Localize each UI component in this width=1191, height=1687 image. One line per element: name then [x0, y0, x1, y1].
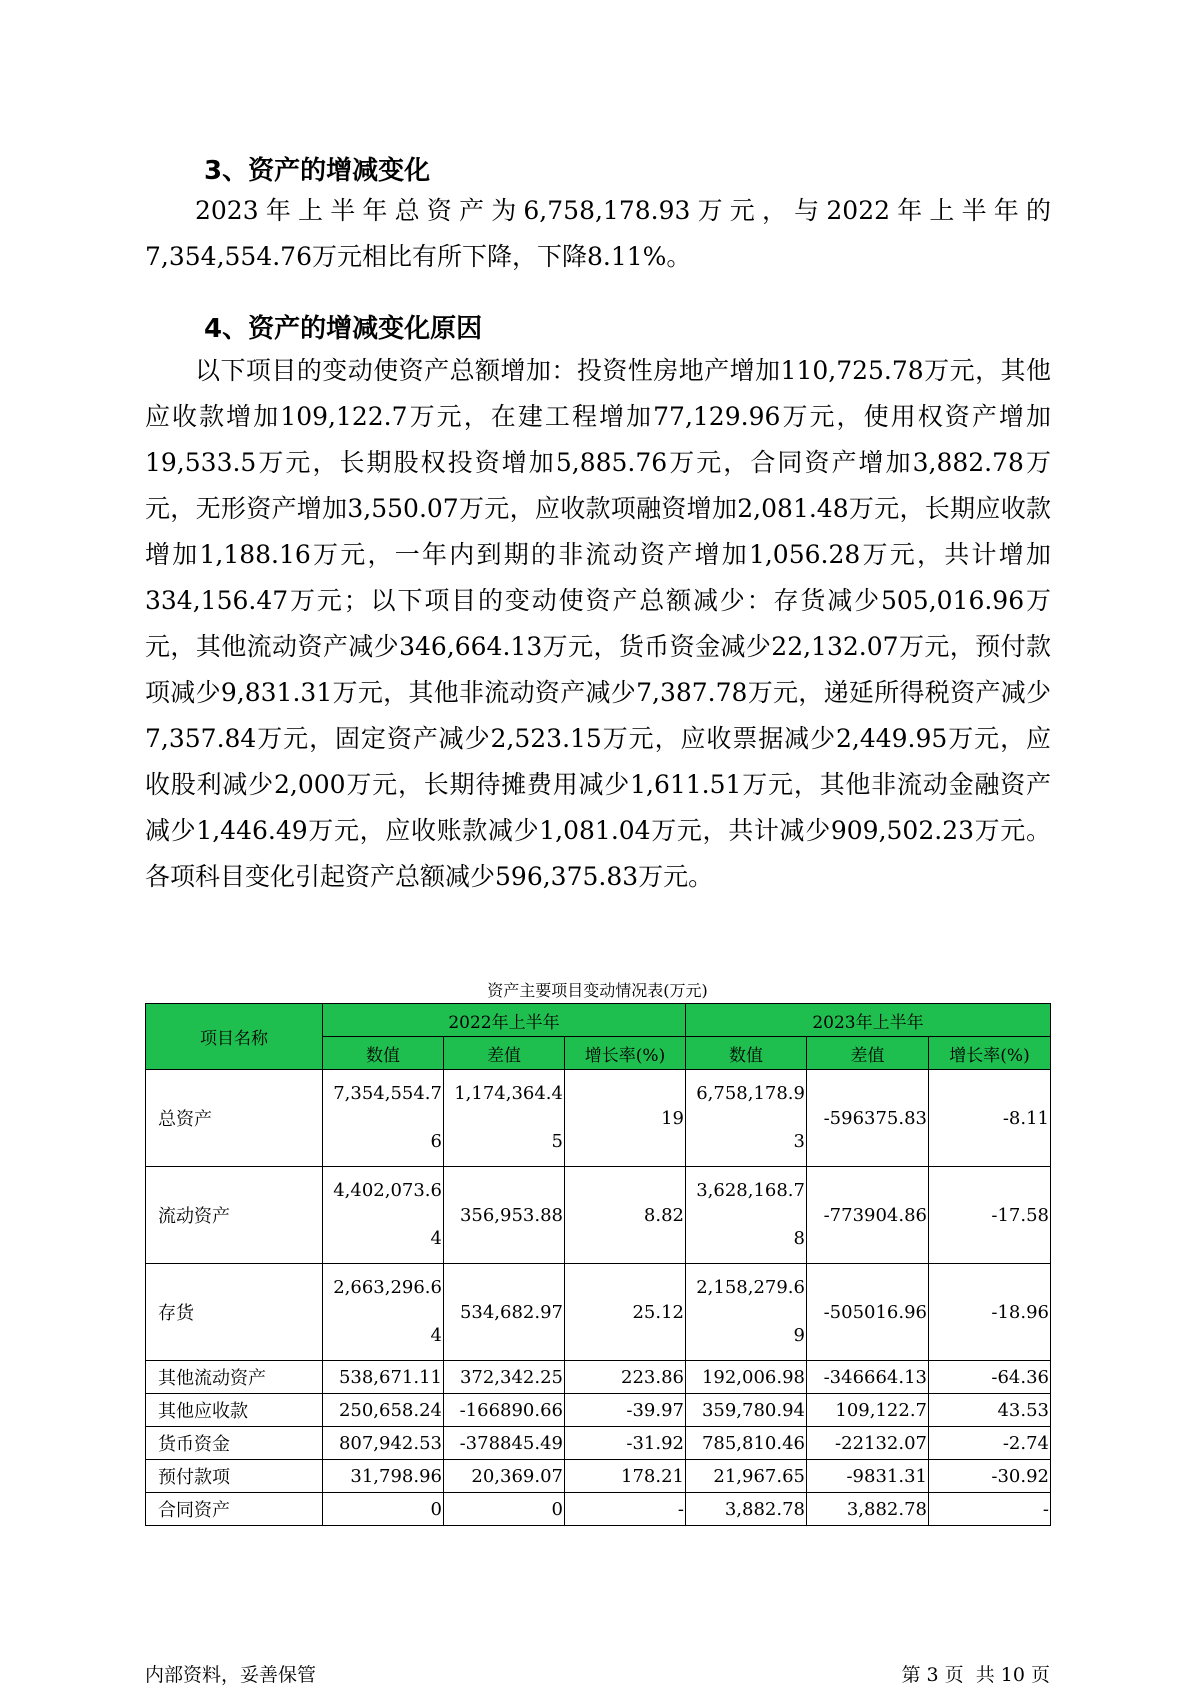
cell-rate-2022: -	[565, 1493, 686, 1526]
cell-rate-2023: 43.53	[929, 1394, 1051, 1427]
cell-rate-2023: -64.36	[929, 1361, 1051, 1394]
header-diff-2023: 差值	[807, 1037, 929, 1070]
cell-diff-2022: 534,682.97	[444, 1264, 565, 1361]
cell-rate-2022: -39.97	[565, 1394, 686, 1427]
cell-value-2022: 807,942.53	[323, 1427, 444, 1460]
cell-rate-2023: -	[929, 1493, 1051, 1526]
table-row	[146, 1394, 1051, 1427]
cell-diff-2023: -9831.31	[807, 1460, 929, 1493]
cell-rate-2022: 19	[565, 1070, 686, 1167]
cell-value-2023: 21,967.65	[686, 1460, 807, 1493]
row-name: 其他应收款	[146, 1394, 323, 1427]
cell-rate-2023: -30.92	[929, 1460, 1051, 1493]
cell-diff-2022: 372,342.25	[444, 1361, 565, 1394]
row-name: 合同资产	[146, 1493, 323, 1526]
cell-diff-2023: 109,122.7	[807, 1394, 929, 1427]
cell-value-2023: 192,006.98	[686, 1361, 807, 1394]
section-3-paragraph: 2023年上半年总资产为6,758,178.93万元，与2022年上半年的7,354,554.76万元相比有所下降，下降8.11%。	[145, 196, 1051, 271]
cell-value-2022: 0	[323, 1493, 444, 1526]
header-period-2023: 2023年上半年	[686, 1004, 1051, 1037]
cell-value-2022: 31,798.96	[323, 1460, 444, 1493]
cell-rate-2022: 223.86	[565, 1361, 686, 1394]
cell-diff-2023: -505016.96	[807, 1264, 929, 1361]
cell-value-2023: 2,158,279.69	[686, 1264, 807, 1361]
cell-value-2022: 2,663,296.64	[323, 1264, 444, 1361]
cell-value-2022: 250,658.24	[323, 1394, 444, 1427]
table-row	[146, 1493, 1051, 1526]
footer-page-number: 第 3 页 共 10 页	[901, 1664, 1050, 1686]
cell-rate-2022: 8.82	[565, 1167, 686, 1264]
cell-diff-2022: 1,174,364.45	[444, 1070, 565, 1167]
table-row	[146, 1427, 1051, 1460]
cell-value-2022: 4,402,073.64	[323, 1167, 444, 1264]
asset-change-table	[145, 1003, 1051, 1526]
header-period-2022: 2022年上半年	[323, 1004, 686, 1037]
table-row	[146, 1264, 1051, 1361]
header-value-2022: 数值	[323, 1037, 444, 1070]
cell-diff-2022: 20,369.07	[444, 1460, 565, 1493]
cell-diff-2023: -596375.83	[807, 1070, 929, 1167]
section-4-paragraph: 以下项目的变动使资产总额增加：投资性房地产增加110,725.78万元，其他应收款增加109,122.7万元，在建工程增加77,129.96万元，使用权资产增加19,533.5万元，长期股权投资增加5,885.76万元，合同资产增加3,882.78万元，无形资产增加3,550.07万元，应收款项融资增加2,081.48万元，长期应收款增加1,188.16万元，一年内到期的非流动资产增加1,056.28万元，共计增加334,156.47万元；以下项目的变动使资产总额减少：存货减少505,016.96万元，其他流动资产减少346,664.13万元，货币资金减少22,132.07万元，预付款项减少9,831.31万元，其他非流动资产减少7,387.78万元，递延所得税资产减少7,357.84万元，固定资产减少2,523.15万元，应收票据减少2,449.95万元，应收股利减少2,000万元，长期待摊费用减少1,611.51万元，其他非流动金融资产减少1,446.49万元，应收账款减少1,081.04万元，共计减少909,502.23万元。各项科目变化引起资产总额减少596,375.83万元。	[145, 356, 1051, 891]
cell-value-2022: 7,354,554.76	[323, 1070, 444, 1167]
section-3-heading: 3、资产的增减变化	[204, 156, 431, 186]
cell-rate-2023: -18.96	[929, 1264, 1051, 1361]
cell-diff-2022: 0	[444, 1493, 565, 1526]
cell-diff-2022: 356,953.88	[444, 1167, 565, 1264]
footer-confidential-note: 内部资料，妥善保管	[145, 1664, 317, 1686]
header-rate-2023: 增长率(%)	[929, 1037, 1051, 1070]
row-name: 其他流动资产	[146, 1361, 323, 1394]
cell-value-2023: 3,628,168.78	[686, 1167, 807, 1264]
cell-rate-2023: -17.58	[929, 1167, 1051, 1264]
cell-diff-2023: 3,882.78	[807, 1493, 929, 1526]
cell-value-2023: 785,810.46	[686, 1427, 807, 1460]
header-diff-2022: 差值	[444, 1037, 565, 1070]
cell-rate-2022: 178.21	[565, 1460, 686, 1493]
header-value-2023: 数值	[686, 1037, 807, 1070]
row-name: 流动资产	[146, 1167, 323, 1264]
cell-value-2022: 538,671.11	[323, 1361, 444, 1394]
cell-value-2023: 6,758,178.93	[686, 1070, 807, 1167]
table-row	[146, 1167, 1051, 1264]
cell-diff-2022: -166890.66	[444, 1394, 565, 1427]
cell-value-2023: 3,882.78	[686, 1493, 807, 1526]
cell-rate-2023: -8.11	[929, 1070, 1051, 1167]
cell-rate-2022: 25.12	[565, 1264, 686, 1361]
row-name: 总资产	[146, 1070, 323, 1167]
header-rate-2022: 增长率(%)	[565, 1037, 686, 1070]
cell-diff-2023: -22132.07	[807, 1427, 929, 1460]
row-name: 货币资金	[146, 1427, 323, 1460]
cell-value-2023: 359,780.94	[686, 1394, 807, 1427]
cell-diff-2023: -773904.86	[807, 1167, 929, 1264]
table-row	[146, 1070, 1051, 1167]
section-4-heading: 4、资产的增减变化原因	[204, 314, 483, 344]
cell-diff-2022: -378845.49	[444, 1427, 565, 1460]
table-row	[146, 1460, 1051, 1493]
table-row	[146, 1361, 1051, 1394]
header-item-name: 项目名称	[146, 1004, 323, 1070]
row-name: 存货	[146, 1264, 323, 1361]
row-name: 预付款项	[146, 1460, 323, 1493]
cell-rate-2022: -31.92	[565, 1427, 686, 1460]
cell-rate-2023: -2.74	[929, 1427, 1051, 1460]
cell-diff-2023: -346664.13	[807, 1361, 929, 1394]
table-caption: 资产主要项目变动情况表(万元)	[487, 981, 708, 1000]
